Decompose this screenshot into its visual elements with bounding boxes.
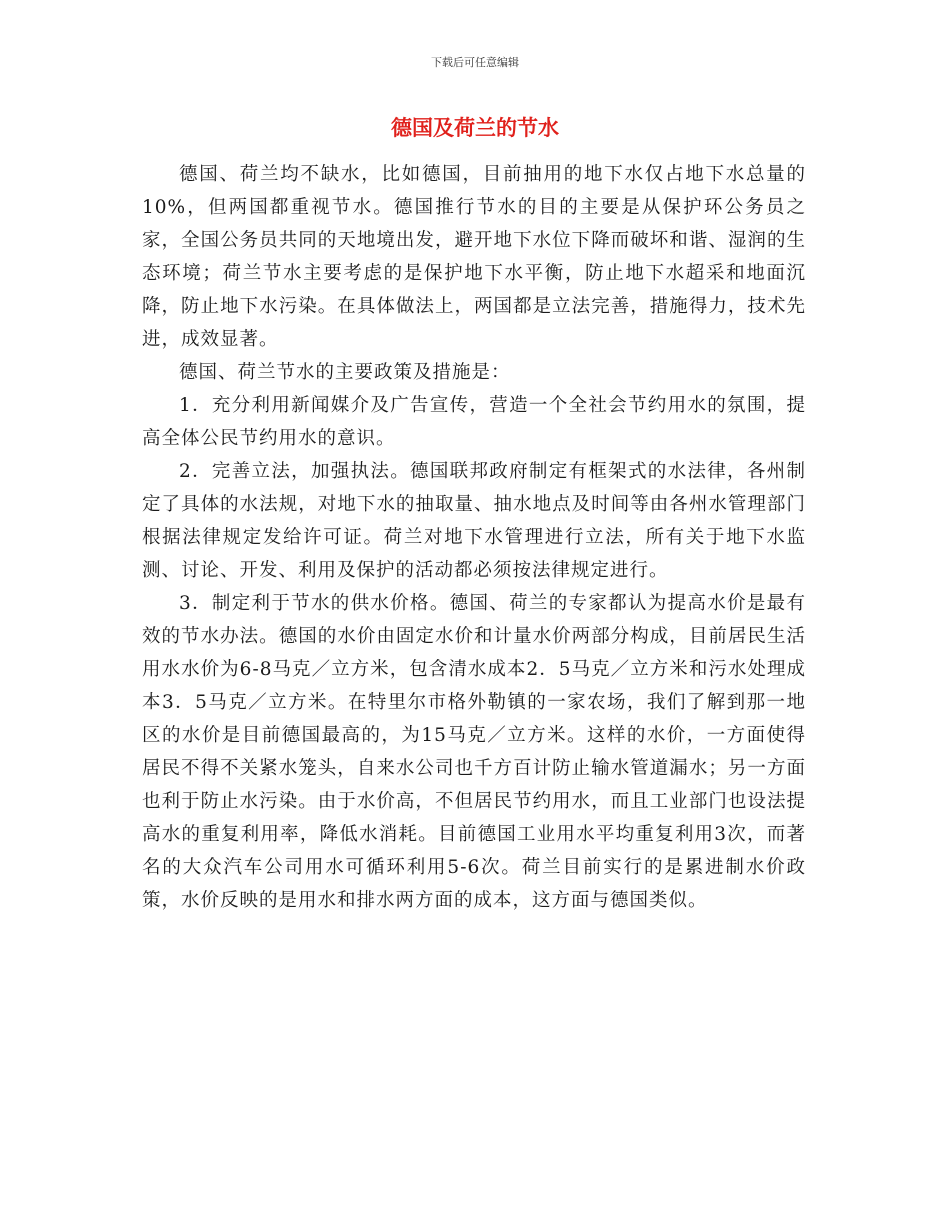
document-body [142, 158, 806, 917]
header-note: 下载后可任意编辑 [431, 56, 519, 69]
paragraph-item-1: 1．充分利用新闻媒介及广告宣传，营造一个全社会节约用水的氛围，提高全体公民节约用水的意识。 [142, 395, 806, 449]
paragraph-item-2: 2．完善立法，加强执法。德国联邦政府制定有框架式的水法律，各州制定了具体的水法规，对地下水的抽取量、抽水地点及时间等由各州水管理部门根据法律规定发给许可证。荷兰对地下水管理进行立法，所有关于地下水监测、讨论、开发、利用及保护的活动都必须按法律规定进行。 [142, 461, 806, 581]
paragraph-intro: 德国、荷兰均不缺水，比如德国，目前抽用的地下水仅占地下水总量的10%，但两国都重视节水。德国推行节水的目的主要是从保护环公务员之家，全国公务员共同的天地境出发，避开地下水位下降而破坏和谐、湿润的生态环境；荷兰节水主要考虑的是保护地下水平衡，防止地下水超采和地面沉降，防止地下水污染。在具体做法上，两国都是立法完善，措施得力，技术先进，成效显著。 [142, 164, 806, 350]
paragraph-item-3: 3．制定利于节水的供水价格。德国、荷兰的专家都认为提高水价是最有效的节水办法。德国的水价由固定水价和计量水价两部分构成，目前居民生活用水水价为6-8马克／立方米，包含清水成本2．5马克／立方米和污水处理成本3．5马克／立方米。在特里尔市格外勒镇的一家农场，我们了解到那一地区的水价是目前德国最高的，为15马克／立方米。这样的水价，一方面使得居民不得不关紧水笼头，自来水公司也千方百计防止输水管道漏水；另一方面也利于防止水污染。由于水价高，不但居民节约用水，而且工业部门也设法提高水的重复利用率，降低水消耗。目前德国工业用水平均重复利用3次，而著名的大众汽车公司用水可循环利用5-6次。荷兰目前实行的是累进制水价政策，水价反映的是用水和排水两方面的成本，这方面与德国类似。 [142, 593, 806, 911]
document-title: 德国及荷兰的节水 [391, 116, 559, 140]
paragraph-measures-heading: 德国、荷兰节水的主要政策及措施是： [179, 362, 511, 383]
